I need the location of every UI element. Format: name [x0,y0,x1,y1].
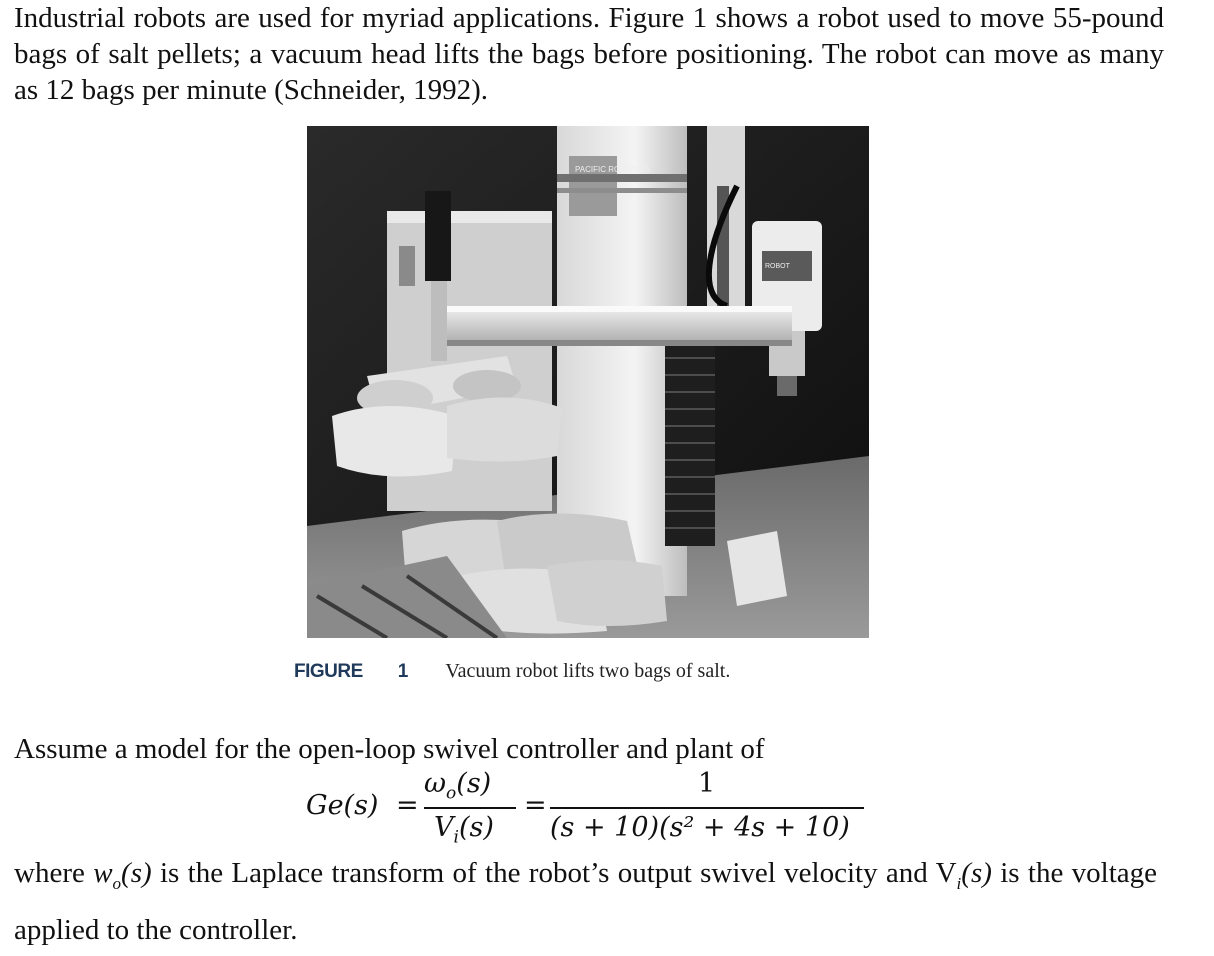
fraction1-denominator: $V_i(s)$ [434,812,494,848]
fraction2-denominator: (s + 10)(s² + 4s + 10) [550,812,850,843]
intro-paragraph: Industrial robots are used for myriad applications. Figure 1 shows a robot used to move 55-pound bags of salt pellets; a vacuum head lifts the bags before positioning. The robot can move as many as 12 bags per minute (Schneider, 1992). [14,2,1164,106]
equals-sign-2: = [524,790,547,821]
figure-caption [294,660,730,683]
explanation-paragraph: where $w_o(s)$ is the Laplace transform of the robot’s output swivel velocity and $V_i(s)$ is the voltage applied to the controller. [14,857,1158,946]
caption-text: Vacuum robot lifts two bags of salt. [445,660,731,682]
robot-photo-illustration [307,126,869,638]
caption-number: 1 [397,661,409,682]
caption-label: FIGURE [294,661,363,682]
arm-label: ROBOT [765,263,790,270]
fraction1-numerator: $\omega_o(s)$ [424,768,492,804]
equals-sign: = [396,790,419,821]
fraction2-numerator: 1 [698,768,716,799]
fraction2-bar [550,807,864,809]
robot-photo [307,126,869,638]
model-lead-text: Assume a model for the open-loop swivel controller and plant of [14,733,765,765]
column-logo: PACIFIC ROBOTICS [575,165,650,174]
equation-lhs: Ge(s) [306,790,379,821]
fraction1-bar [424,807,516,809]
